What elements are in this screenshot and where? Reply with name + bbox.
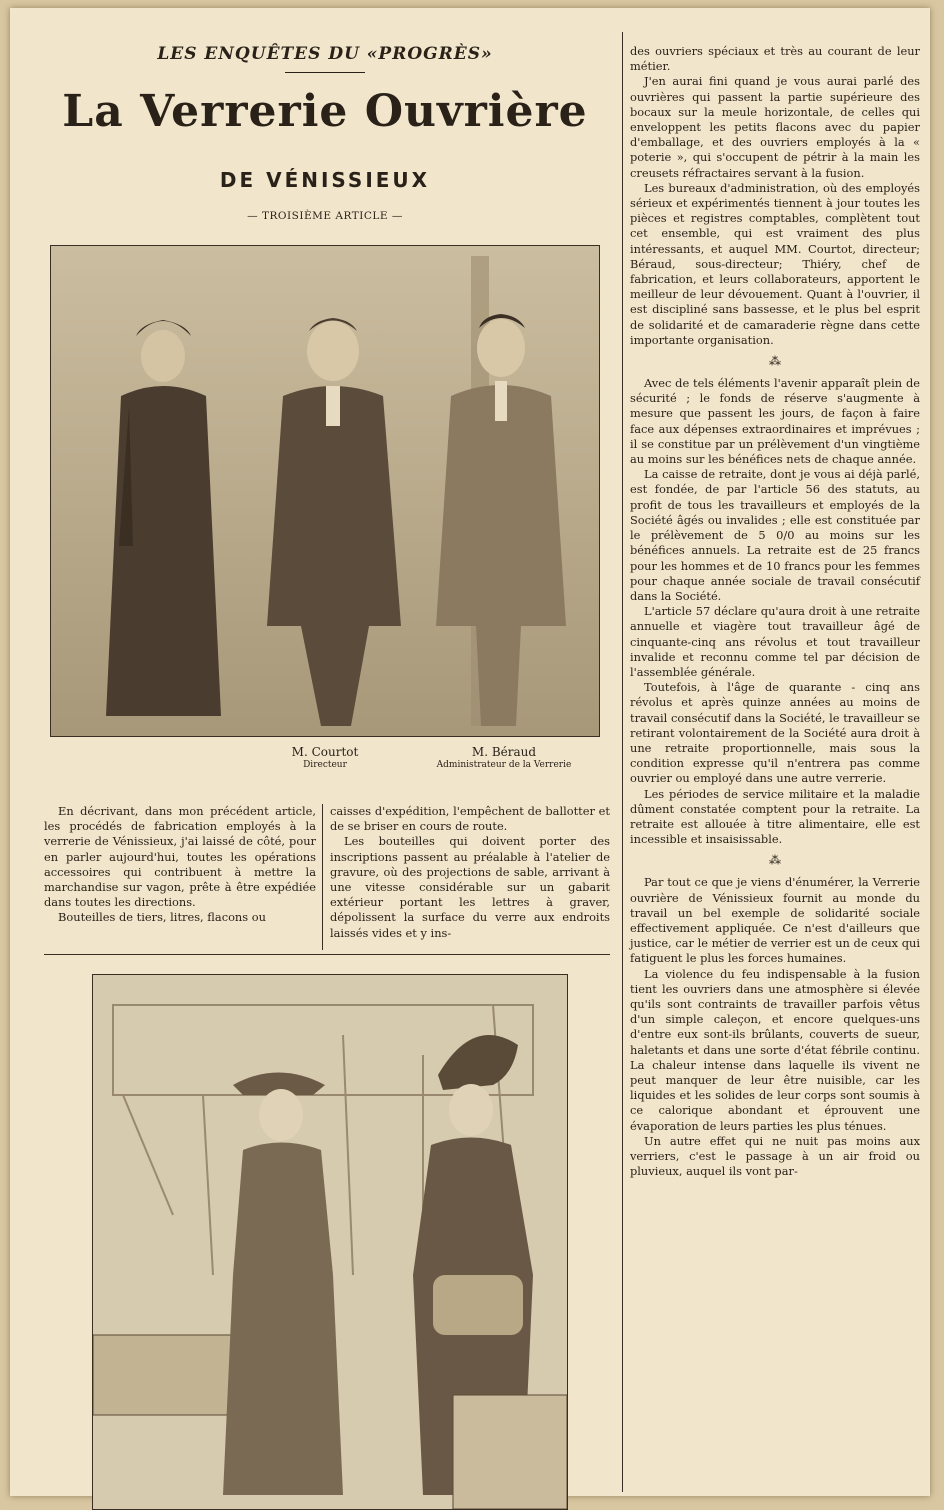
paragraph: Les bouteilles qui doivent porter des inscriptions passent au préalable à l'atelier de gravure, où des projections de sable, arrivant à une vitesse considérable sur un gabarit extérieur portant les lettres à graver, dépolissent la surface du verre aux endroits laissés vides et y ins- xyxy=(330,834,610,940)
ornament-stars: ⁂ xyxy=(769,853,781,868)
caption-center-role: Directeur xyxy=(303,760,347,770)
caption-right xyxy=(410,746,598,772)
kicker-rule xyxy=(285,72,365,73)
workers-photo-image xyxy=(93,975,567,1509)
headline: La Verrerie Ouvrière xyxy=(62,86,588,137)
article-label: — TROISIÈME ARTICLE — xyxy=(247,210,403,222)
horizontal-rule xyxy=(44,954,610,955)
newspaper-page xyxy=(10,8,930,1496)
paragraph: Bouteilles de tiers, litres, flacons ou xyxy=(58,910,266,925)
paragraph: Les bureaux d'administration, où des employés sérieux et expérimentés tiennent à jour toutes les pièces et registres comptables, complètent tout cet ensemble, qui est vraiment des plus intéressants, et auquel MM. Courtot, directeur; Béraud, sous-directeur; Thiéry, chef de fabrication, et leurs collaborateurs, apportent le meilleur de leur dévouement. Quant à l'ouvrier, il est discipliné sans bassesse, et le plus bel esprit de solidarité et de camaraderie règne dans cette importante organisation. xyxy=(630,180,920,347)
portrait-photo xyxy=(50,245,600,737)
caption-center xyxy=(260,746,390,772)
paragraph: Par tout ce que je viens d'énumérer, la Verrerie ouvrière de Vénissieux fournit au monde du travail un bel exemple de solidarité sociale effectivement appliquée. Ce n'est d'ailleurs que justice, car le métier de verrier est un de ceux qui fatiguent le plus les forces humaines. xyxy=(630,875,920,966)
body-column-3 xyxy=(630,44,920,1179)
caption-right-role: Administrateur de la Verrerie xyxy=(436,760,572,770)
paragraph: La caisse de retraite, dont je vous ai déjà parlé, est fondée, de par l'article 56 des statuts, au profit de tous les travailleurs et employés de la Société âgés ou invalides ; elle est constituée par le prélèvement de 5 0/0 au moins sur les bénéfices annuels. La retraite est de 25 francs pour les hommes et de 10 francs pour les femmes pour chaque année sociale de travail consécutif dans la Société. xyxy=(630,467,920,603)
caption-right-name: M. Béraud xyxy=(471,745,537,759)
ornament-stars: ⁂ xyxy=(769,354,781,369)
paragraph: caisses d'expédition, l'empêchent de ballotter et de se briser en cours de route. xyxy=(330,804,610,834)
caption-center-name: M. Courtot xyxy=(291,745,359,759)
paragraph: La violence du feu indispensable à la fusion tient les ouvriers dans une atmosphère si élevée qu'ils sont contraints de travailler parfois vêtus d'un simple caleçon, et encore quelques-uns d'entre eux sont-ils brûlants, couverts de sueur, haletants et dans une sorte d'état fébrile continu. La chaleur intense dans laquelle ils vivent ne peut manquer de leur être nuisible, car les liquides et les solides de leur corps sont soumis à ce calorique abondant et éprouvent une évaporation de leurs parties les plus ténues. xyxy=(630,966,920,1133)
photo-captions xyxy=(50,746,598,782)
portrait-photo-image xyxy=(51,246,599,736)
column-rule xyxy=(622,32,623,1492)
kicker: LES ENQUÊTES DU «PROGRÈS» xyxy=(157,44,493,64)
subheadline: DE VÉNISSIEUX xyxy=(219,168,431,192)
paragraph: Toutefois, à l'âge de quarante - cinq ans révolus et après quinze années au moins de travail consécutif dans la Société, le travailleur se retirant volontairement de la Société aura droit à une retraite proportionnelle, mais sous la condition expresse qu'il n'entrera pas comme ouvrier ou employé dans une autre verrerie. xyxy=(630,680,920,786)
body-column-1 xyxy=(44,804,316,926)
paragraph: En décrivant, dans mon précédent article, les procédés de fabrication employés à la verrerie de Vénissieux, j'ai laissé de côté, pour en parler aujourd'hui, toutes les opérations accessoires qui contribuent à mettre la marchandise sur vagon, prête à être expédiée dans toutes les directions. xyxy=(44,804,316,910)
paragraph: Avec de tels éléments l'avenir apparaît plein de sécurité ; le fonds de réserve s'augmente à mesure que passent les jours, de façon à faire face aux dépenses extraordinaires et imprévues ; il se constitue par un prélèvement d'un vingtième au moins sur les bénéfices nets de chaque année. xyxy=(630,376,920,467)
paragraph: L'article 57 déclare qu'aura droit à une retraite annuelle et viagère tout travailleur âgé de cinquante-cinq ans révolus et tout travailleur invalide et reconnu comme tel par décision de l'assemblée générale. xyxy=(630,604,920,679)
body-column-2 xyxy=(330,804,610,941)
paragraph: J'en aurai fini quand je vous aurai parlé des ouvrières qui passent la partie supérieure des bocaux sur la meule horizontale, de celles qui enveloppent les petits flacons avec du papier d'emballage, et des ouvriers employés à la « poterie », qui s'occupent de pétrir à la main les creusets réfractaires servant à la fusion. xyxy=(630,74,920,180)
column-separator xyxy=(322,804,323,950)
paragraph: des ouvriers spéciaux et très au courant de leur métier. xyxy=(630,44,920,74)
paragraph: Un autre effet qui ne nuit pas moins aux verriers, c'est le passage à un air froid ou pluvieux, auquel ils vont par- xyxy=(630,1133,920,1179)
paragraph: Les périodes de service militaire et la maladie dûment constatée comptent pour la retraite. La retraite est allouée à titre alimentaire, elle est incessible et insaisissable. xyxy=(630,786,920,847)
workers-photo xyxy=(92,974,568,1510)
